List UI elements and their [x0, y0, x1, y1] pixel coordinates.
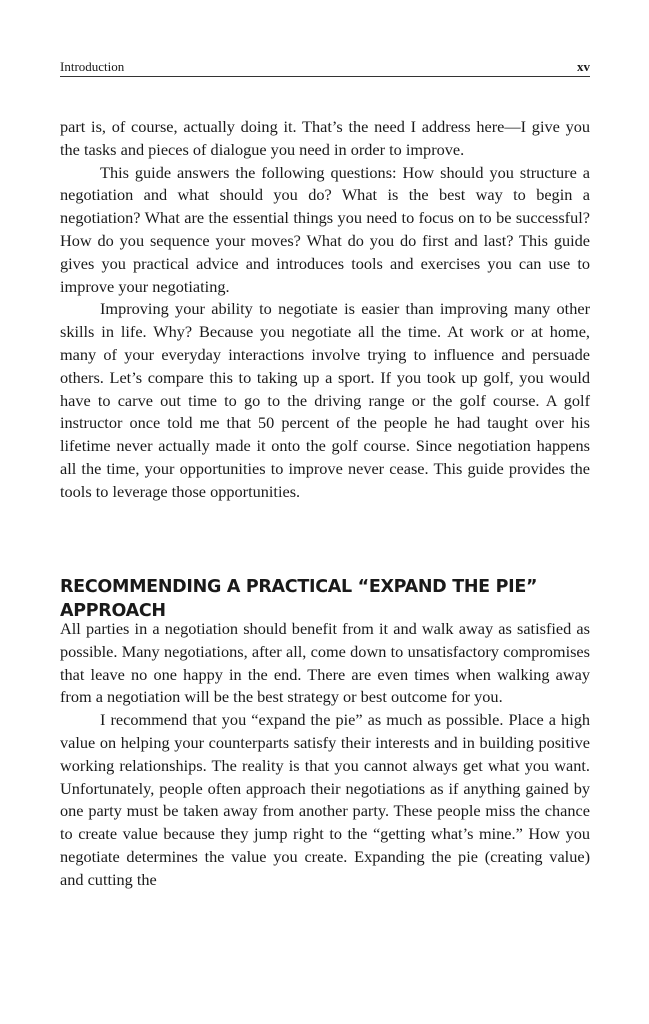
running-head	[60, 59, 590, 77]
running-head-section: Introduction	[60, 59, 125, 74]
paragraph-all-parties: All parties in a negotiation should benefit from it and walk away as satisfied as possible. Many negotiations, after all, come down to unsatisfactory compromises that leave no one happy in the end. There are even times when walking away from a negotiation will be the best strategy or best outcome for you.	[60, 619, 590, 707]
header-rule	[60, 76, 590, 77]
paragraph-guide-questions: This guide answers the following questions: How should you structure a negotiation and what should you do? What is the best way to begin a negotiation? What are the essential things you need to focus on to be successful? How do you sequence your moves? What do you do first and last? This guide gives you practical advice and introduces tools and exercises you can use to improve your negotiating.	[60, 162, 590, 296]
section-heading: RECOMMENDING A PRACTICAL “EXPAND THE PIE” APPROACH	[60, 576, 538, 621]
body-text-before-heading	[60, 116, 590, 504]
paragraph-continuation: part is, of course, actually doing it. That’s the need I address here—I give you the tasks and pieces of dialogue you need in order to improve.	[60, 117, 590, 159]
paragraph-improving-ability: Improving your ability to negotiate is easier than improving many other skills in life. Why? Because you negotiate all the time. At work or at home, many of your everyday interactions involve trying to influence and persuade others. Let’s compare this to taking up a sport. If you took up golf, you would have to carve out time to go to the driving range or the golf course. A golf instructor once told me that 50 percent of the people he had taught over his lifetime never actually made it onto the golf course. Since negotiation happens all the time, your opportunities to improve never cease. This guide provides the tools to leverage those opportunities.	[60, 299, 590, 501]
page-number: xv	[577, 59, 590, 74]
paragraph-expand-the-pie: I recommend that you “expand the pie” as much as possible. Place a high value on helping your counterparts satisfy their interests and in building positive working relationships. The reality is that you cannot always get what you want. Unfortunately, people often approach their negotiations as if anything gained by one party must be taken away from another party. These people miss the chance to create value because they jump right to the “getting what’s mine.” How you negotiate determines the value you create. Expanding the pie (creating value) and cutting the	[60, 710, 590, 889]
body-text-after-heading	[60, 618, 590, 892]
